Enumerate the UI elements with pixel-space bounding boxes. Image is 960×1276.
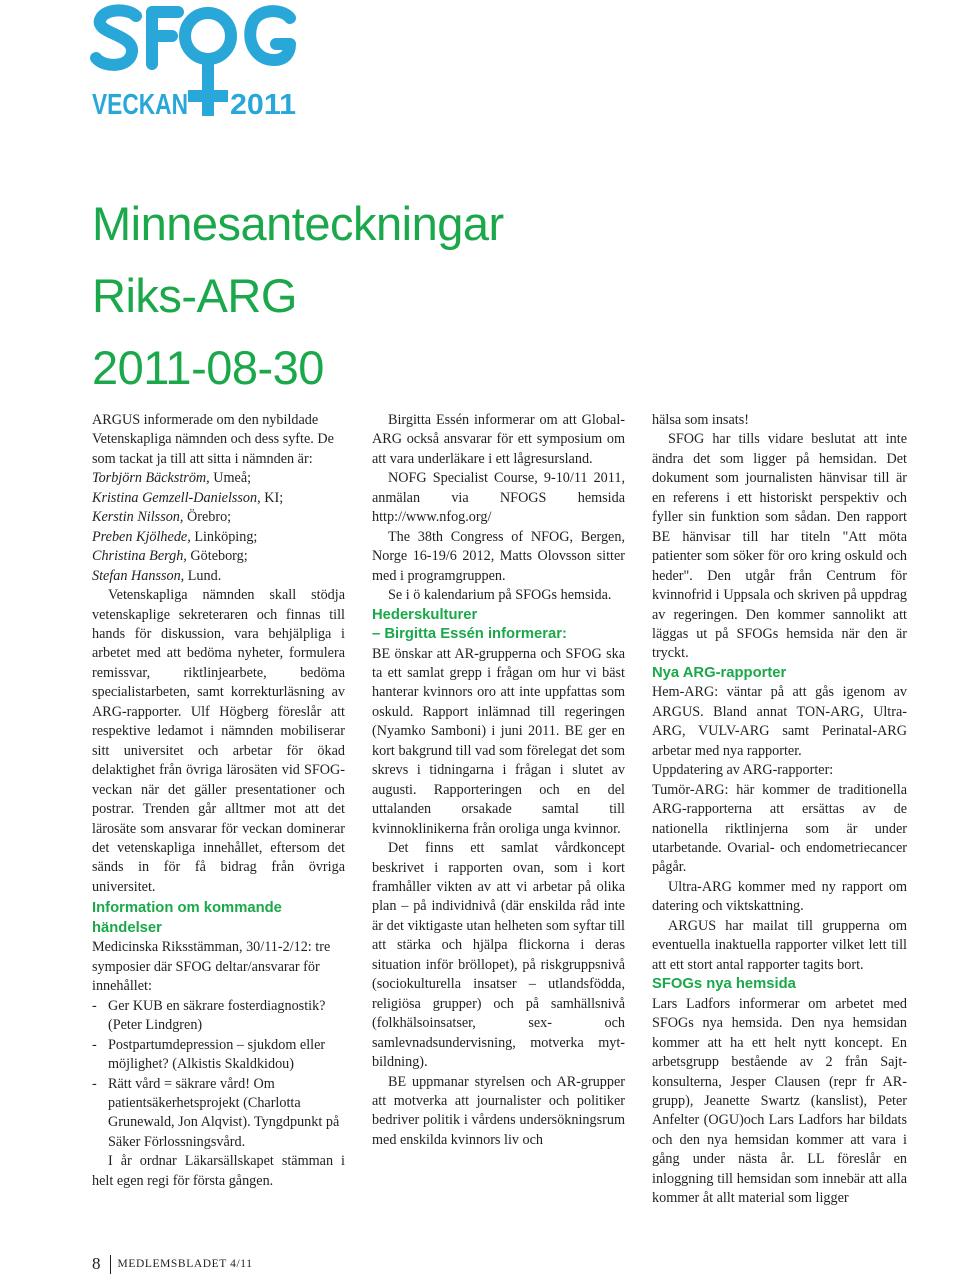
sfog-logo-graphic <box>90 2 300 117</box>
hem-arg-paragraph: Hem-ARG: väntar på att gås igenom av ARGUS. Bland annat TON-ARG, Ultra-ARG, VULV-ARG samt Perinatal-ARG arbetar med nya rapporter. <box>652 684 907 759</box>
member-place: Lund. <box>184 567 222 584</box>
member-item <box>92 567 345 586</box>
member-name: Torbjörn Bäckström, <box>92 470 210 487</box>
page-title <box>92 188 504 404</box>
member-place: Göteborg; <box>186 548 248 565</box>
sfog-decision-paragraph: SFOG har tills vidare beslutat att inte ändra det som ligger på hemsidan. Det dokument som journalisten hänvisar till är en referens i ett historiskt perspektiv och fyller sin funktion som sådan. Den rapport BE hänvisar till har titeln "Att möta patienter som söker för oro kring oskuld och heder". Den utgår från Centrum för kvinnofrid i Uppsala och skriven på uppdrag av regeringen. Den kommer sannolikt att läggas ut på SFOGs hemsida när den är tryckt. <box>652 431 907 662</box>
member-item <box>92 489 345 508</box>
list-item: - Ger KUB en säkrare fosterdiagnostik? (Peter Lindgren) <box>92 997 345 1036</box>
member-place: Örebro; <box>183 509 232 526</box>
ultra-arg-paragraph: Ultra-ARG kommer med ny rapport om datering och viktskattning. <box>652 878 907 915</box>
list-item: - Postpartumdepression – sjukdom eller möjlighet? (Alkistis Skaldkidou) <box>92 1036 345 1075</box>
member-name: Stefan Hansson, <box>92 567 185 584</box>
be-request-paragraph: BE önskar att AR-grupperna och SFOG ska ta ett samlat grepp i frågan om hur vi bäst hanterar kvinnors oro att inte uppfattas som oskuld. Rapport inlämnad till regeringen (Nyamko Samboni) i juni 2011. BE ger en kort bakgrund till vad som förelegat det som skrevs i tidningarna i frågan i slutet av augusti. Rapporteringen och en del uttalanden orsakade samtal till kvinnoklinikerna från oroliga unga kvinnor. <box>372 645 625 837</box>
heading-new-website: SFOGs nya hemsida <box>652 976 796 993</box>
heading-hederskulturer: Hederskulturer <box>372 606 478 623</box>
column-1 <box>92 411 345 1191</box>
sfog-veckan-logo <box>90 2 300 117</box>
nfog-congress-paragraph: The 38th Congress of NFOG, Bergen, Norge 16-19/6 2012, Matts Olovsson sitter med i programgruppen. <box>372 528 625 584</box>
global-arg-paragraph: Birgitta Essén informerar om att Global-ARG också ansvarar för ett symposium om att vara underläkare i ett lågresursland. <box>372 412 625 467</box>
be-urges-paragraph: BE uppmanar styrelsen och AR-grupper att motverka att journalister och politiker bedriver politik i vårdens undersökningsrum med enskilda kvinnors liv och <box>372 1073 625 1148</box>
member-name: Christina Bergh, <box>92 548 187 565</box>
member-item <box>92 469 345 488</box>
heading-upcoming-events: Information om kommande händelser <box>92 900 282 936</box>
riksstamman-paragraph: Medicinska Riksstämman, 30/11-2/12: tre symposier där SFOG deltar/ansvarar för innehållet: <box>92 939 331 995</box>
list-item: - Rätt vård = säkrare vård! Om patientsäkerhetsprojekt (Charlotta Grunewald, Jon Alqvist). Tyngdpunkt på Säker Förlossningsvård. <box>92 1075 345 1153</box>
title-line-1: Minnesanteckningar <box>92 197 504 250</box>
website-paragraph: Lars Ladfors informerar om arbetet med SFOGs nya hemsida. Den nya hemsidan kommer att ha ett helt nytt koncept. En arbetsgrupp bestående av 2 från Sajt-konsulterna, Jesper Clausen (repr fr AR-grupp), Jeanette Swartz (kanslist), Peter Anfelter (OGU)och Lars Ladfors har bildats och den nya hemsidan kommer att vara i gång under nästa år. LL föreslår en inloggning till hemsidan som innebär att alla kommer åt allt material som ligger <box>652 995 907 1207</box>
footer-divider <box>110 1255 111 1274</box>
member-place: Linköping; <box>190 528 258 545</box>
subheading-essen-informs: – Birgitta Essén informerar: <box>372 626 567 643</box>
page-footer <box>92 1253 253 1275</box>
member-place: KI; <box>260 489 284 506</box>
column-2 <box>372 411 625 1150</box>
member-item <box>92 528 345 547</box>
title-line-3: 2011-08-30 <box>92 341 324 394</box>
member-place: Umeå; <box>209 470 252 487</box>
calendar-paragraph: Se i ö kalendarium på SFOGs hemsida. <box>388 587 612 604</box>
member-name: Kerstin Nilsson, <box>92 509 184 526</box>
title-line-2: Riks-ARG <box>92 269 297 322</box>
committee-role-paragraph: Vetenskapliga nämnden skall stödja vetenskaplige sekreteraren och finnas till hands för diskussion, vara behjälpliga i arbetet med att bedöma nyheter, formulera remissvar, riktlinjearbete, bedöma specialistarbeten, samt korrekturläsning av ARG-rapporter. Ulf Högberg föreslår att respektive ledamot i nämnden mobiliserar sitt universitet och arbetar för ökad delaktighet från övriga lärosäten vid SFOG-veckan när det gäller presentationer och postrar. Trenden går alltmer mot att det lärosäte som ansvarar för veckan dominerar det vetenskapliga innehållet, eftersom det sänds in för få bidrag från övriga universitet. <box>92 587 345 895</box>
page-number: 8 <box>92 1254 101 1273</box>
argus-mail-paragraph: ARGUS har mailat till grupperna om eventuella inaktuella rapporter vilket lett till att ett stort antal rapporter tagits bort. <box>652 917 907 973</box>
logo-year-text: 2011 <box>230 89 296 117</box>
committee-member-list <box>92 469 345 586</box>
nofg-course-paragraph: NOFG Specialist Course, 9-10/11 2011, anmälan via NFOGS hemsida http://www.nfog.org/ <box>372 470 625 526</box>
column-3 <box>652 411 907 1209</box>
member-name: Kristina Gemzell-Danielsson, <box>92 489 261 506</box>
care-concept-paragraph: Det finns ett samlat vårdkoncept beskrivet i rapporten ovan, som i kort framhåller vikten av att vi arbetar på olika plan – på individnivå (där enskilda råd inte är det viktigaste utan helheten som syftar till att stärka och hjälpa flickorna i deras situation inför bröllopet), på riskgruppsnivå (sociokulturella insatser – utlandsfödda, religiösa grupper) och på samhällsnivå (folkhälsoinsatser, sex- och samlevnadsundervisning, motverka myt-bildning). <box>372 840 625 1071</box>
tumor-arg-paragraph: Tumör-ARG: här kommer de traditionella ARG-rapporterna att ersättas av de nationella riktlinjerna som är under utarbetande. Ovarial- och endometriecancer pågår. <box>652 781 907 876</box>
heading-new-arg-reports: Nya ARG-rapporter <box>652 664 787 681</box>
continued-paragraph: hälsa som insats! <box>652 412 749 428</box>
update-heading-paragraph: Uppdatering av ARG-rapporter: <box>652 762 834 779</box>
member-item <box>92 547 345 566</box>
lakarsallskapet-paragraph: I år ordnar Läkarsällskapet stämman i helt egen regi för första gången. <box>92 1153 345 1189</box>
logo-veckan-text: VECKAN <box>92 89 188 117</box>
symposia-list <box>92 997 345 1153</box>
member-name: Preben Kjölhede, <box>92 528 191 545</box>
member-item <box>92 508 345 527</box>
publication-name: MEDLEMSBLADET 4/11 <box>117 1258 253 1270</box>
argus-intro-paragraph: ARGUS informerade om den nybildade Vetenskapliga nämnden och dess syfte. De som tackat ja till att sitta i nämnden är: <box>92 412 334 467</box>
